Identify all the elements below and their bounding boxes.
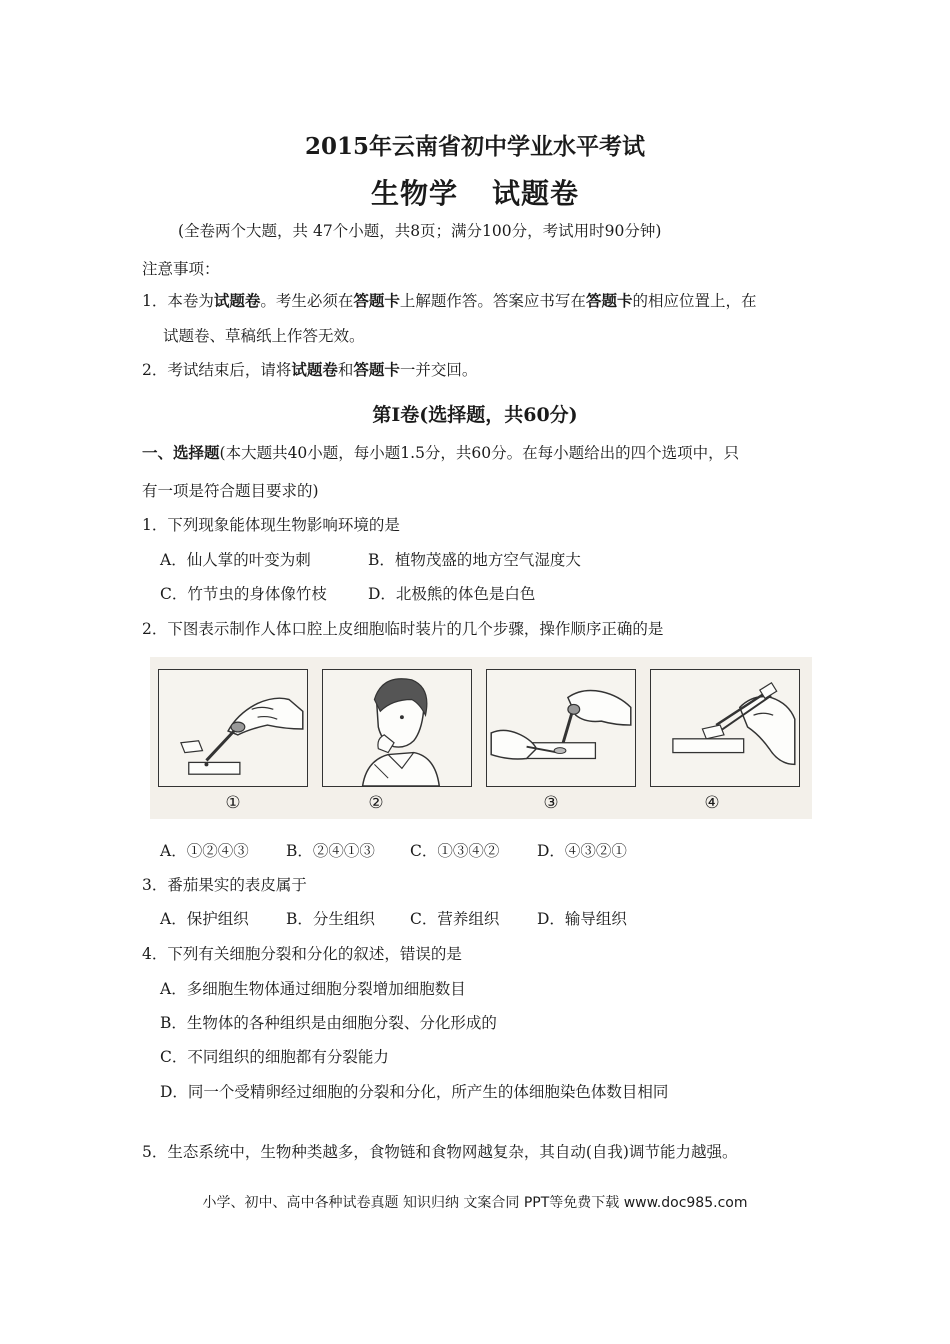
question-2-option-c: C．①③④②: [410, 842, 500, 860]
question-3-option-c: C．营养组织: [410, 910, 500, 928]
note-2-text: 2．考试结束后，请将: [142, 361, 292, 379]
step-4-illustration: [650, 669, 800, 787]
step-3-label: ③: [543, 793, 559, 813]
section-title: 第Ⅰ卷(选择题，共60分): [372, 404, 578, 426]
question-2-option-d: D．④③②①: [537, 842, 627, 860]
question-1-option-b: B．植物茂盛的地方空气湿度大: [368, 551, 581, 569]
step-2-label: ②: [368, 793, 384, 813]
step-3-illustration: [486, 669, 636, 787]
question-5-stem: 5．生态系统中，生物种类越多，食物链和食物网越复杂，其自动(自我)调节能力越强。: [142, 1143, 738, 1161]
note-2-bold: 答题卡: [353, 360, 400, 379]
note-1-text: 的相应位置上，在: [632, 292, 757, 310]
question-2-option-b: B．②④①③: [286, 842, 375, 860]
question-3-option-b: B．分生组织: [286, 910, 375, 928]
step-1-illustration: [158, 669, 308, 787]
question-4-option-b: B．生物体的各种组织是由细胞分裂、分化形成的: [160, 1014, 497, 1032]
exam-title: 2015年云南省初中学业水平考试: [304, 133, 645, 160]
question-3-option-a: A．保护组织: [160, 910, 249, 928]
note-1-text: 。考生必须在: [260, 292, 354, 310]
step-2-illustration: [322, 669, 472, 787]
exam-info: (全卷两个大题，共 47个小题，共8页；满分100分，考试用时90分钟): [178, 222, 662, 240]
note-1: [142, 289, 756, 311]
question-4-option-d: D．同一个受精卵经过细胞的分裂和分化，所产生的体细胞染色体数目相同: [160, 1083, 669, 1101]
section-intro-continued: 有一项是符合题目要求的): [142, 482, 319, 500]
note-1-bold: 答题卡: [585, 291, 633, 310]
note-2-bold: 试题卷: [291, 360, 338, 379]
note-1-bold: 答题卡: [353, 291, 400, 310]
question-2-stem: 2．下图表示制作人体口腔上皮细胞临时装片的几个步骤，操作顺序正确的是: [142, 620, 664, 638]
question-3-stem: 3．番茄果实的表皮属于: [142, 876, 307, 894]
paper-subtitle: [0, 172, 950, 212]
question-1-option-a: A．仙人掌的叶变为刺: [160, 551, 311, 569]
question-1-option-d: D．北极熊的体色是白色: [368, 585, 536, 603]
section-intro-heading: 一、选择题: [142, 443, 220, 462]
page-footer: 小学、初中、高中各种试卷真题 知识归纳 文案合同 PPT等免费下载 www.doc985.com: [202, 1195, 748, 1211]
slide-preparation-figure: [150, 657, 812, 819]
question-3-option-d: D．输导组织: [537, 910, 627, 928]
question-4-option-a: A．多细胞生物体通过细胞分裂增加细胞数目: [160, 980, 466, 998]
question-4-stem: 4．下列有关细胞分裂和分化的叙述，错误的是: [142, 945, 462, 963]
step-4-label: ④: [704, 793, 720, 813]
question-4-option-c: C．不同组织的细胞都有分裂能力: [160, 1048, 389, 1066]
note-1-continued: 试题卷、草稿纸上作答无效。: [163, 327, 365, 345]
section-intro: [142, 441, 739, 463]
question-1-option-c: C．竹节虫的身体像竹枝: [160, 585, 327, 603]
note-1-text: 上解题作答。答案应书写在: [399, 292, 586, 310]
paper-type-label: 试题卷: [492, 177, 580, 210]
notes-heading: 注意事项：: [142, 260, 220, 278]
note-1-bold: 试题卷: [213, 291, 261, 310]
step-1-label: ①: [225, 793, 241, 813]
note-1-text: 1．本卷为: [142, 292, 214, 310]
note-2-text: 和: [337, 361, 354, 379]
section-intro-text: (本大题共40小题，每小题1.5分，共60分。在每小题给出的四个选项中，只: [219, 444, 740, 462]
subject-label: 生物学: [370, 177, 458, 210]
question-1-stem: 1．下列现象能体现生物影响环境的是: [142, 516, 400, 534]
note-2-text: 一并交回。: [399, 361, 478, 379]
question-2-option-a: A．①②④③: [160, 842, 249, 860]
note-2: [142, 358, 477, 380]
